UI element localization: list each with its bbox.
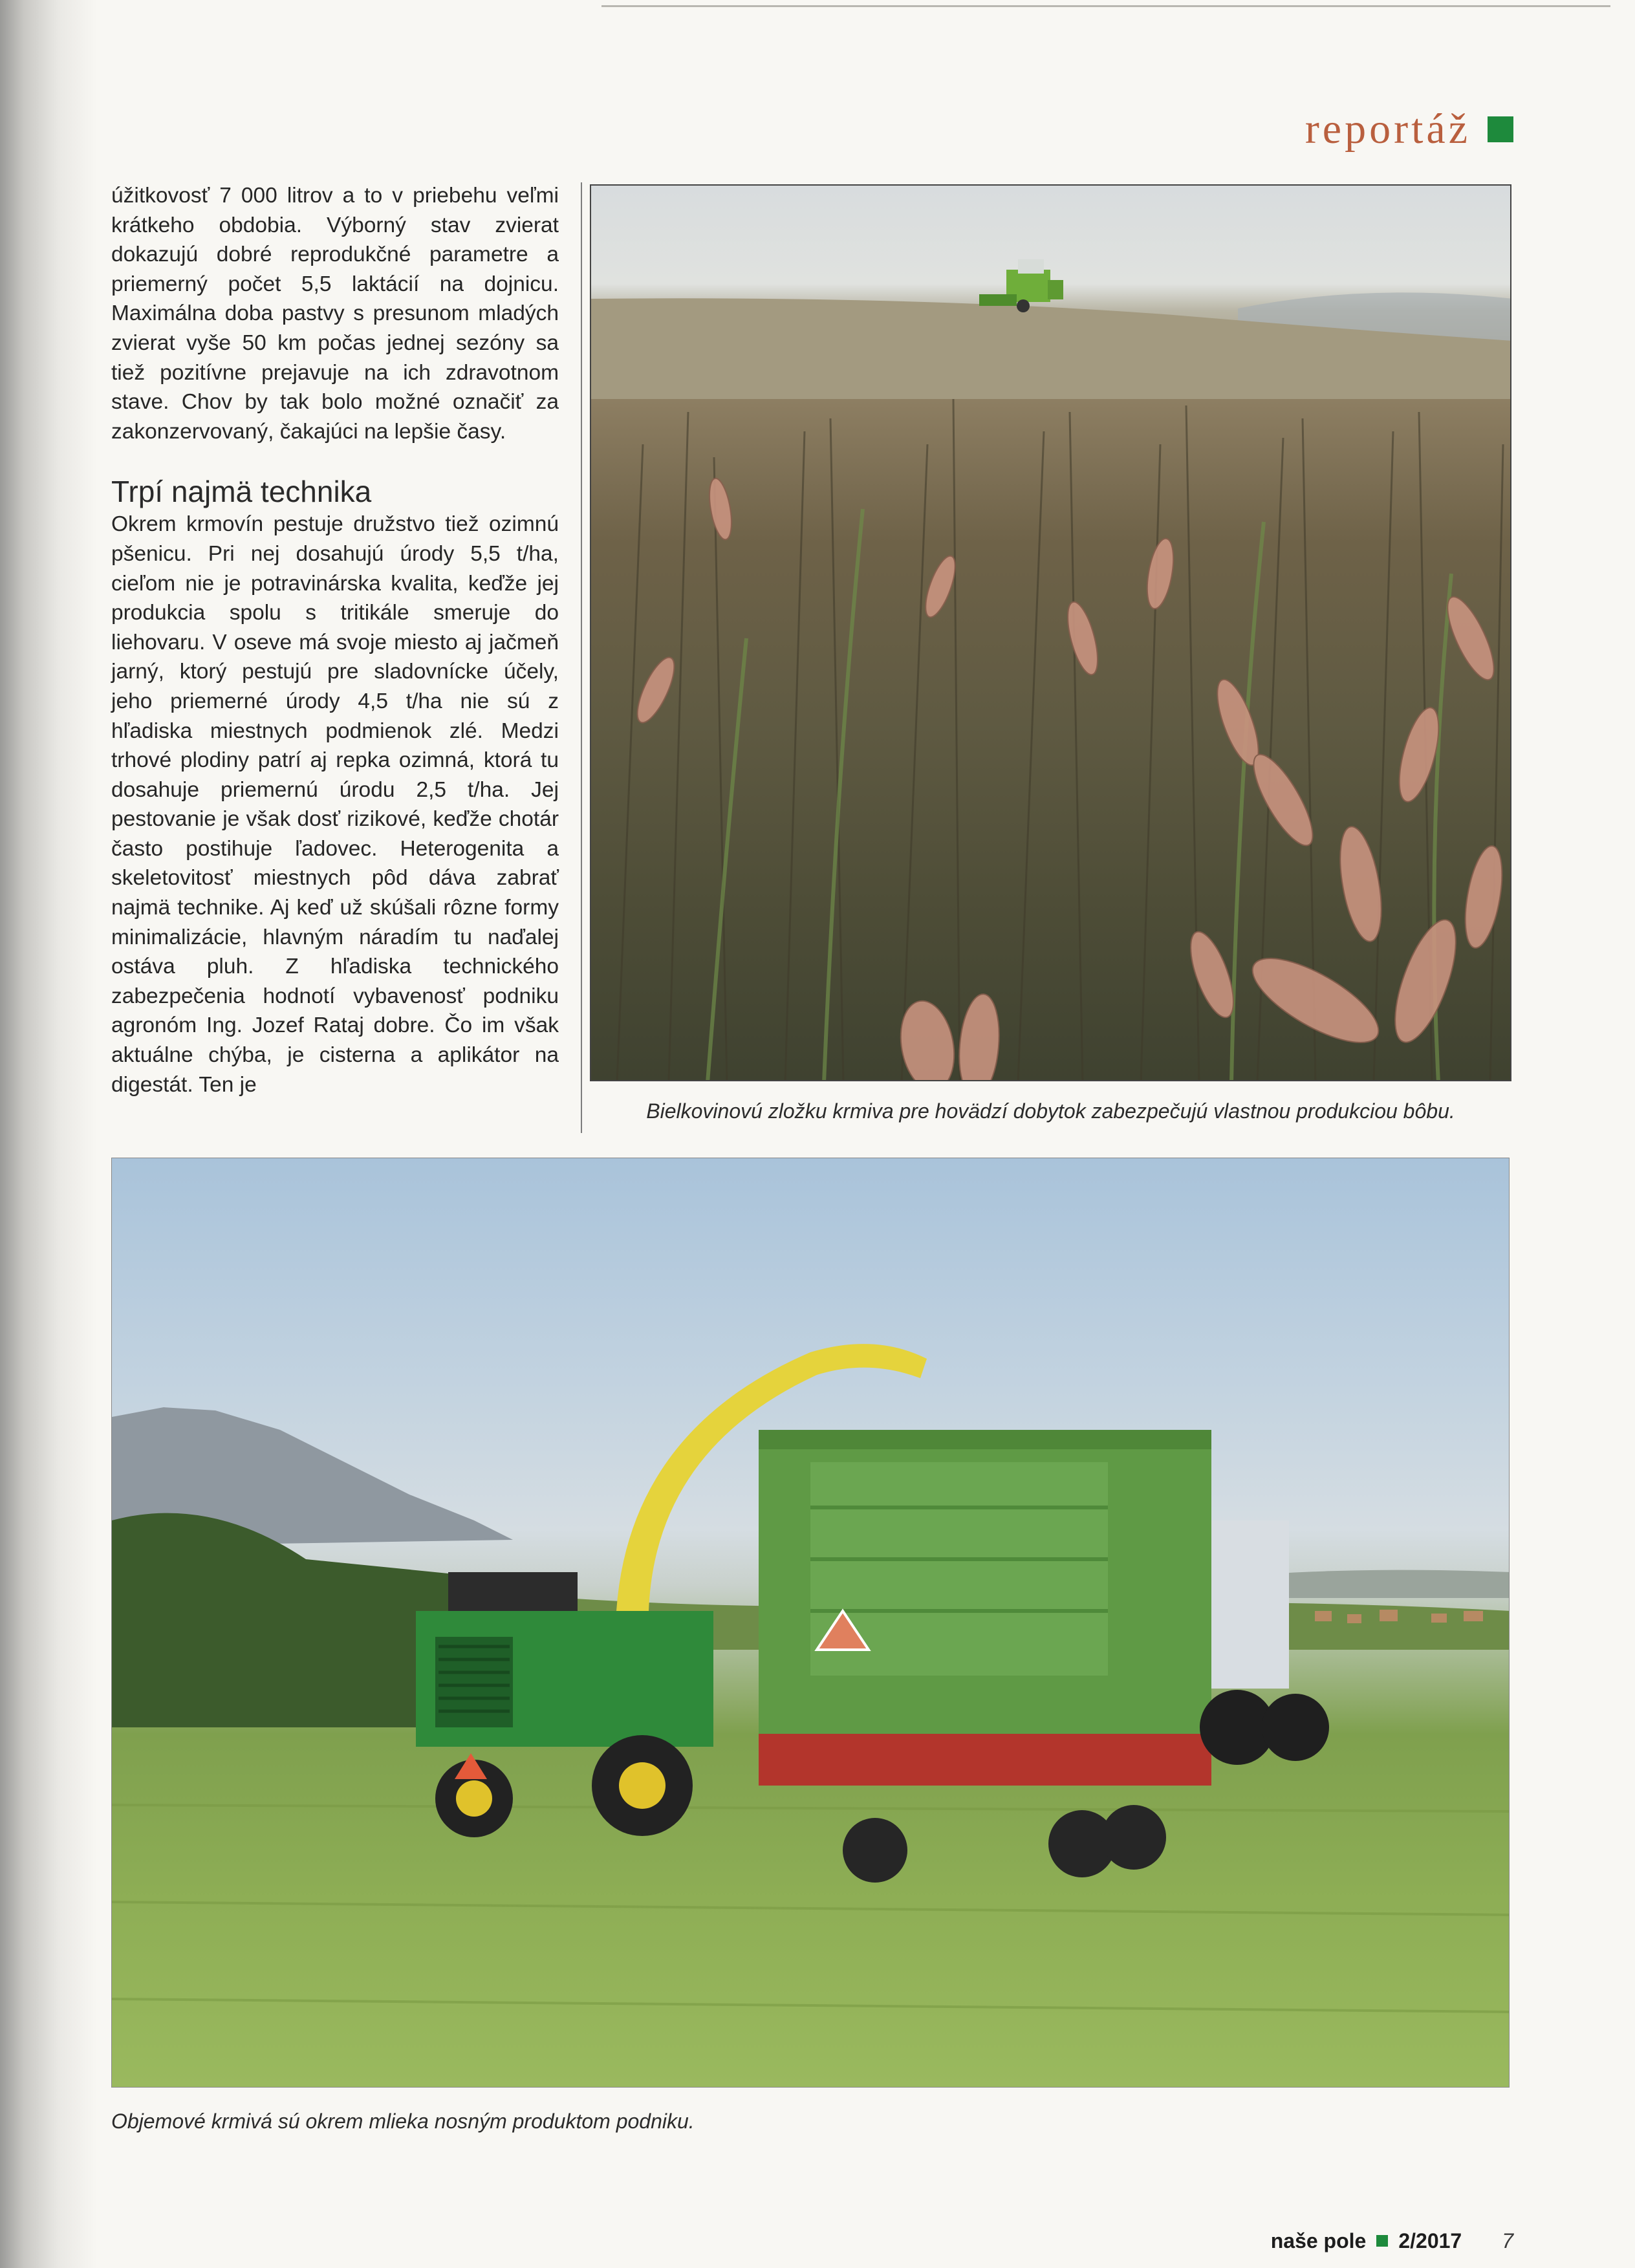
section-marker-square [1488, 116, 1513, 142]
section-header [1305, 103, 1513, 155]
magazine-name: naše pole [1270, 2229, 1367, 2252]
forage-harvest-photo [111, 1158, 1510, 2088]
issue-number: 2/2017 [1398, 2229, 1462, 2252]
article-paragraph-2: Okrem krmovín pestuje družstvo tiež ozimnú pšenicu. Pri nej dosahujú úrody 5,5 t/ha, cieľom nie je potravinárska kvalita, keďže jej produkcia spolu s tritikále smeruje do liehovaru. V oseve má svoje miesto aj jačmeň jarný, ktorý pestujú pre sladovnícke účely, jeho priemerné úrody 4,5 t/ha nie sú z hľadiska miestnych podmienok zlé. Medzi trhové plodiny patrí aj repka ozimná, ktorá tu dosahuje priemernú úrodu 2,5 t/ha. Jej pestovanie je však dosť rizikové, keďže chotár často postihuje ľadovec. Heterogenita a skeletovitosť miestnych pôd dáva zabrať najmä technike. Aj keď už skúšali rôzne formy minimalizácie, hlavným náradím tu naďalej ostáva pluh. Z hľadiska technického zabezpečenia hodnotí vybavenosť podniku agronóm Ing. Jozef Rataj dobre. Čo im však aktuálne chýba, je cisterna a aplikátor na digestát. Ten je [111, 512, 559, 1097]
combine-harvester-icon [979, 259, 1063, 312]
page-footer [1271, 2225, 1513, 2257]
article-column [111, 181, 559, 1099]
page-number: 7 [1502, 2229, 1513, 2252]
section-title: reportáž [1305, 105, 1471, 153]
photo-caption-1: Bielkovinovú zložku krmiva pre hovädzí dobytok zabezpečujú vlastnou produkciou bôbu. [646, 1099, 1455, 1123]
photo-caption-2: Objemové krmivá sú okrem mlieka nosným produktom podniku. [111, 2110, 695, 2133]
column-divider [581, 182, 582, 1133]
bean-field-photo [590, 184, 1511, 1081]
bean-field-illustration [591, 186, 1511, 1081]
trailer-icon [759, 1430, 1211, 1883]
binding-shadow [0, 0, 97, 2268]
article-paragraph-1: úžitkovosť 7 000 litrov a to v priebehu veľmi krátkeho obdobia. Výborný stav zvierat dokazujú dobré reprodukčné parametre a priemerný počet 5,5 laktácií na dojnicu. Maximálna doba pastvy s presunom mladých zvierat vyše 50 km počas jednej sezóny sa tiež pozitívne prejavuje na ich zdravotnom stave. Chov by tak bolo možné označiť za zakonzervovaný, čakajúci na lepšie časy. [111, 184, 559, 444]
top-rule [601, 5, 1610, 7]
forage-harvest-illustration [112, 1158, 1510, 2088]
footer-marker-square [1376, 2235, 1388, 2247]
article-subheading: Trpí najmä technika [111, 475, 372, 509]
